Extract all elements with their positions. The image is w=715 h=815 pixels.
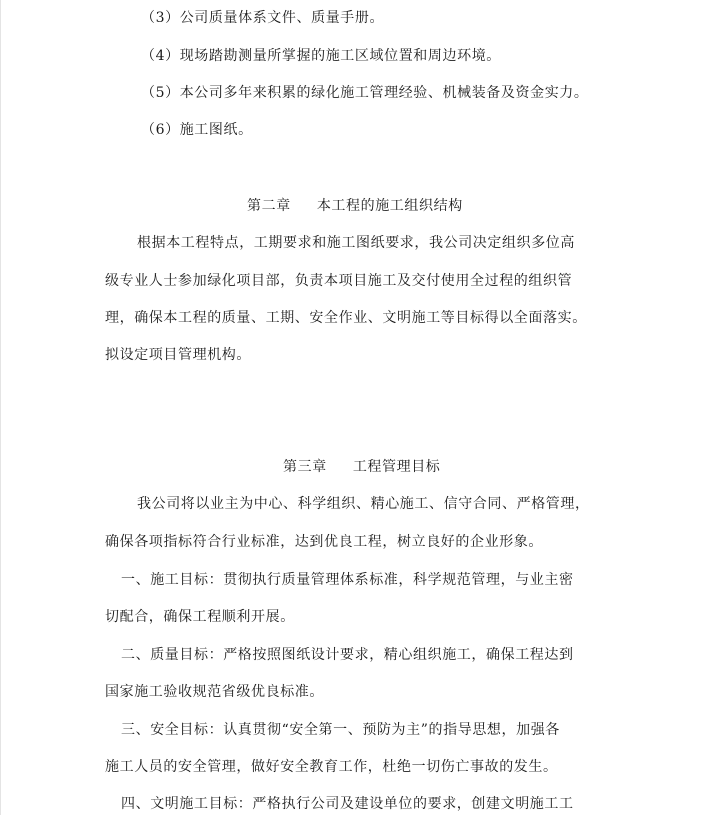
chapter-3-line-1: 我公司将以业主为中心、科学组织、精心施工、信守合同、严格管理， — [137, 496, 590, 512]
goal-safety-line-1: 三、安全目标：认真贯彻“安全第一、预防为主”的指导思想，加强各 — [121, 722, 560, 738]
chapter-3-heading — [283, 457, 440, 477]
goal-construction-line-2: 切配合，确保工程顺利开展。 — [105, 609, 295, 625]
chapter-3-number: 第三章 — [283, 459, 327, 475]
chapter-2-line-3: 理，确保本工程的质量、工期、安全作业、文明施工等目标得以全面落实。 — [105, 310, 587, 326]
goal-construction-line-1: 一、施工目标：贯彻执行质量管理体系标准，科学规范管理，与业主密 — [121, 572, 574, 588]
basis-item-4: （4）现场踏勘测量所掌握的施工区域位置和周边环境。 — [141, 48, 501, 64]
goal-quality-line-1: 二、质量目标：严格按照图纸设计要求，精心组织施工，确保工程达到 — [121, 647, 574, 663]
basis-item-3: （3）公司质量体系文件、质量手册。 — [141, 10, 385, 26]
chapter-2-title: 本工程的施工组织结构 — [316, 198, 463, 214]
basis-item-5: （5）本公司多年来积累的绿化施工管理经验、机械装备及资金实力。 — [141, 85, 589, 101]
goal-civilized-line-1: 四、文明施工目标：严格执行公司及建设单位的要求，创建文明施工工 — [121, 796, 574, 812]
chapter-2-line-2: 级专业人士参加绿化项目部，负责本项目施工及交付使用全过程的组织管 — [105, 273, 573, 289]
chapter-3-line-2: 确保各项指标符合行业标准，达到优良工程，树立良好的企业形象。 — [105, 534, 543, 550]
basis-item-6: （6）施工图纸。 — [141, 122, 253, 138]
chapter-2-line-1: 根据本工程特点，工期要求和施工图纸要求，我公司决定组织多位高 — [137, 235, 575, 251]
chapter-2-heading — [247, 196, 463, 216]
chapter-3-title: 工程管理目标 — [352, 459, 441, 475]
goal-safety-line-2: 施工人员的安全管理，做好安全教育工作，杜绝一切伤亡事故的发生。 — [105, 759, 558, 775]
goal-quality-line-2: 国家施工验收规范省级优良标准。 — [105, 684, 324, 700]
chapter-2-line-4: 拟设定项目管理机构。 — [105, 347, 251, 363]
chapter-2-number: 第二章 — [247, 198, 291, 214]
